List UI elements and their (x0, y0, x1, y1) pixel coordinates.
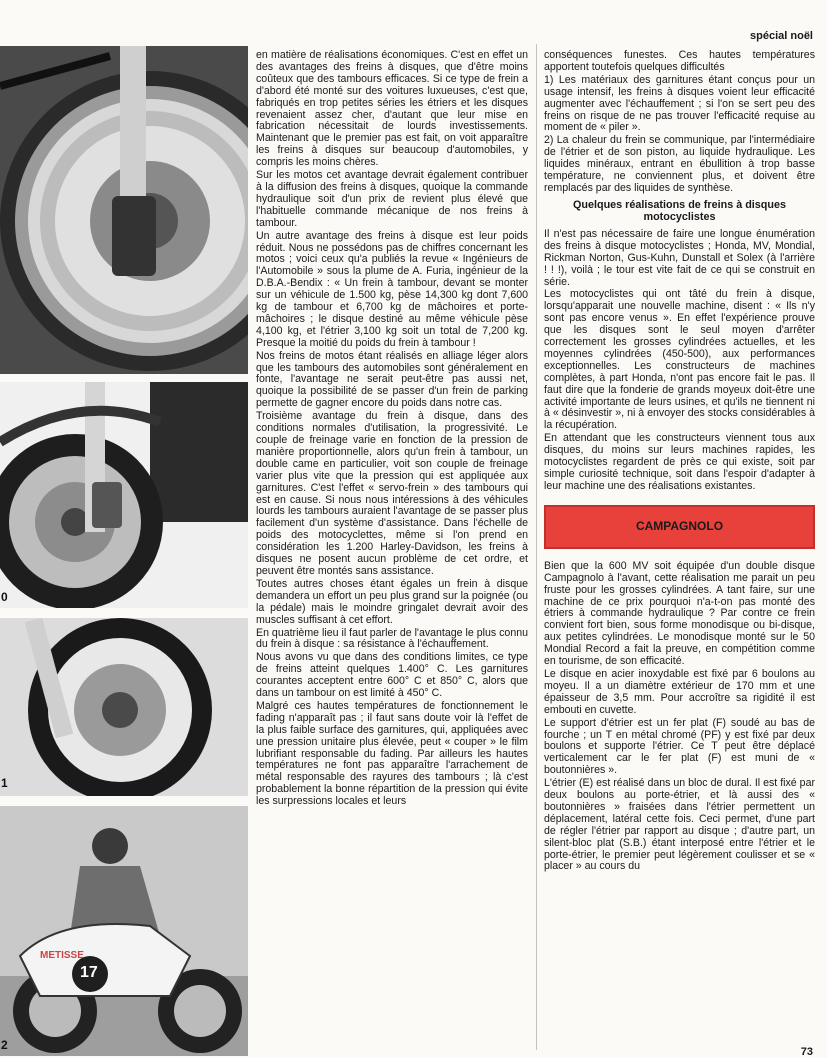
fairing-text: METISSE (40, 950, 84, 961)
paragraph: 2) La chaleur du frein se communique, par l'intermédiaire de l'étrier et de son piston, au liquide hydraulique. Les liquides minéraux, entrant en ébullition à trop basse température, ne conviennent plus, et doivent être remplacés par des liquides de synthèse. (544, 134, 815, 194)
photo-number: 0 (1, 590, 8, 604)
campagnolo-title-box (544, 505, 815, 549)
paragraph: Troisième avantage du frein à disque, dans des conditions normales d'utilisation, la progressivité. Le couple de freinage varie en fonction de la pression de manière proportionnelle, alors qu'un frein à tambour, un double came en particulier, voit son couple de freinage varier plus vite que la pression qui est appliquée aux garnitures. C'est l'effet « servo-frein » des tambours qui est en cause. Si nous nous intéressions à des véhicules lourds les tambours auraient l'avantage de se passer plus facilement d'un système d'assistance. Dans l'échelle de poids des motocyclettes, même si l'on prend en considération les 1.200 Harley-Davidson, les freins à disques ne posent aucun problème de cet ordre, et peuvent être montés sans assistance. (256, 410, 528, 577)
photo-disc-brake-closeup (0, 46, 248, 374)
drum-wheel-illustration (0, 618, 248, 796)
disc-brake-illustration (0, 46, 248, 374)
paragraph: conséquences funestes. Ces hautes températures apportent toutefois quelques difficultés (544, 49, 815, 73)
paragraph: Toutes autres choses étant égales un frein à disque demandera un effort un peu plus grand sur la poignée (ou la pédale) mais le moindre gringalet devrait avoir des muscles suffisant à cet effort. (256, 577, 528, 626)
section-header: spécial noël (750, 30, 813, 42)
photo-drum-brake-wheel (0, 618, 248, 796)
paragraph: Il n'est pas nécessaire de faire une longue énumération des freins à disque motocyclistes ; Honda, MV, Mondial, Rickman Norton, Gus-Kuhn, Dunstall et Solex (à l'arrière ! ! !), voilà ; le tour est vite fait de ce qui se construit en série. (544, 227, 815, 288)
photo-column (0, 46, 248, 1056)
paragraph: Nous avons vu que dans des conditions limites, ce type de freins atteint quelques 1.400° C. Les garnitures courantes acceptent entre 600° C et 850° C, alors que dans un tambour on est limité à 450° C. (256, 651, 528, 700)
campagnolo-title: CAMPAGNOLO (635, 518, 724, 533)
column-divider (536, 44, 537, 1050)
paragraph: Un autre avantage des freins à disque est leur poids réduit. Nous ne possédons pas de chiffres concernant les motos ; voici ceux qu'a publiés la revue « Ingénieurs de l'Automobile » sous la plume de A. Furia, ingénieur de la D.B.A.-Bendix : « Un frein à tambour, devant se monter sur un véhicule de 1.500 kg, pèse 14,300 kg dont 7,600 kg de tambour et 6,700 kg de mâchoires et porte-mâchoires ; le disque destiné au même véhicule pèse 4,100 kg, et l'étrier 3,100 kg soit un total de 7,200 kg. Presque la moitié du poids du frein à tambour ! (256, 229, 528, 349)
number-plate: 17 (80, 964, 98, 981)
paragraph: Nos freins de motos étant réalisés en alliage léger alors que les tambours des automobiles sont généralement en fonte, l'avantage ne serait peut-être pas aussi net, quoique la possibilité de se passer d'un frein de parking permette de gagner encore du poids dans notre cas. (256, 349, 528, 410)
paragraph: Le disque en acier inoxydable est fixé par 6 boulons au moyeu. Il a un diamètre extérieur de 170 mm et une épaisseur de 3,5 mm. Pour accroître sa rigidité il est embouti en cuvette. (544, 667, 815, 716)
paragraph: Malgré ces hautes températures de fonctionnement le fading n'apparaît pas ; il faut sans doute voir là l'effet de la plus faible surface des garnitures, qui, appliquées avec une pression unitaire plus élevée, peut « couper » le film lubrifiant responsable du fading. Par ailleurs les hautes températures ne font pas apparaître l'arrachement de métal responsable des rayures des tambours ; là c'est probablement la bonne répartition de la pression qui évite les surpressions locales et leurs (256, 699, 528, 808)
article-column-middle (256, 50, 528, 809)
article-column-right (544, 50, 815, 874)
paragraph: L'étrier (E) est réalisé dans un bloc de dural. Il est fixé par deux boulons au porte-étrier, et là aussi des « boutonnières » fraisées dans l'étrier permettent un déplacement, latéral cette fois. Ceci permet, d'une part de régler l'étrier par rapport au disque ; d'autre part, un silent-bloc plat (S.B.) étant interposé entre l'étrier et le porte-étrier, le premier peut légèrement coulisser et se « placer » au cours du (544, 777, 815, 873)
paragraph: En quatrième lieu il faut parler de l'avantage le plus connu du frein à disque : sa résistance à l'échauffement. (256, 626, 528, 651)
paragraph: 1) Les matériaux des garnitures étant conçus pour un usage intensif, les freins à disques voient leur efficacité augmenter avec l'échauffement ; si l'on se sert peu des freins on risque de ne pas trouver l'efficacité requise au moment de « piler ». (544, 73, 815, 134)
paragraph: en matière de réalisations économiques. C'est en effet un des avantages des freins à disques, que d'être moins coûteux que des tambours efficaces. Si ce type de frein a d'abord été monté sur des voitures luxueuses, c'est que, fabriqués en trop petites séries les étriers et les disques revenaient assez cher, d'autant que leur mise en fabrication nécessitait de lourds investissements. Maintenant que le premier pas est fait, on voit apparaître les freins à disques sur beaucoup d'automobiles, y compris les moins chères. (256, 49, 528, 169)
photo-front-wheel-disc (0, 382, 248, 608)
front-wheel-illustration (0, 382, 248, 608)
paragraph: Les motocyclistes qui ont tâté du frein à disque, lorsqu'apparait une nouvelle machine, disent : « Ils n'y sont pas encore venus ». En effet l'expérience prouve que les disques sont le seul moyen d'arrêter correctement les grosses cylindrées actuelles, et les moyennes cylindrées (450-500), aux performances exceptionnelles. Les constructeurs de machines complètes, à part Honda, n'ont pas encore fait le pas. Il faut dire que la fonderie de grands moyeux doit-être une activité importante de leurs usines, et qu'ils ne tiennent ni à « désinvestir », ni à envoyer des stocks considérables à la récupération. (544, 288, 815, 432)
paragraph: Bien que la 600 MV soit équipée d'un double disque Campagnolo à l'avant, cette réalisation me parait un peu fruste pour les grosses cylindrées. A tant faire, sur une machine de ce prix pourquoi n'a-t-on pas monté des étriers à commande hydraulique ? Par contre ce frein convient fort bien, sous forme monodisque ou bi-disque, aux petites cylindrées. Le monodisque monté sur le 50 Mondial Record a fait la preuve, en compétition comme en tourisme, de son efficacité. (544, 559, 815, 668)
paragraph: Sur les motos cet avantage devrait également contribuer à la diffusion des freins à disques, quoique la commande hydraulique soit d'un prix de revient plus élevé que l'habituelle commande mécanique de nos freins à tambour. (256, 169, 528, 229)
paragraph: En attendant que les constructeurs viennent tous aux disques, du moins sur leurs machines rapides, les motocyclistes regardent de près ce qui existe, soit par simple curiosité technique, soit dans l'espoir d'adapter à leur machine une des réalisations existantes. (544, 432, 815, 492)
page-number: 73 (800, 1046, 813, 1058)
photo-number: 2 (1, 1038, 8, 1052)
section-subheading: Quelques réalisations de freins à disques motocyclistes (572, 198, 786, 223)
photo-number: 1 (1, 776, 8, 790)
photo-rider-metisse (0, 806, 248, 1056)
rider-illustration (0, 806, 248, 1056)
paragraph: Le support d'étrier est un fer plat (F) soudé au bas de fourche ; un T en métal chromé (PF) y est fixé par deux boulons et supporte l'étrier. Ce T peut être déplacé verticalement car le fer plat (F) est muni de « boutonnières ». (544, 716, 815, 777)
